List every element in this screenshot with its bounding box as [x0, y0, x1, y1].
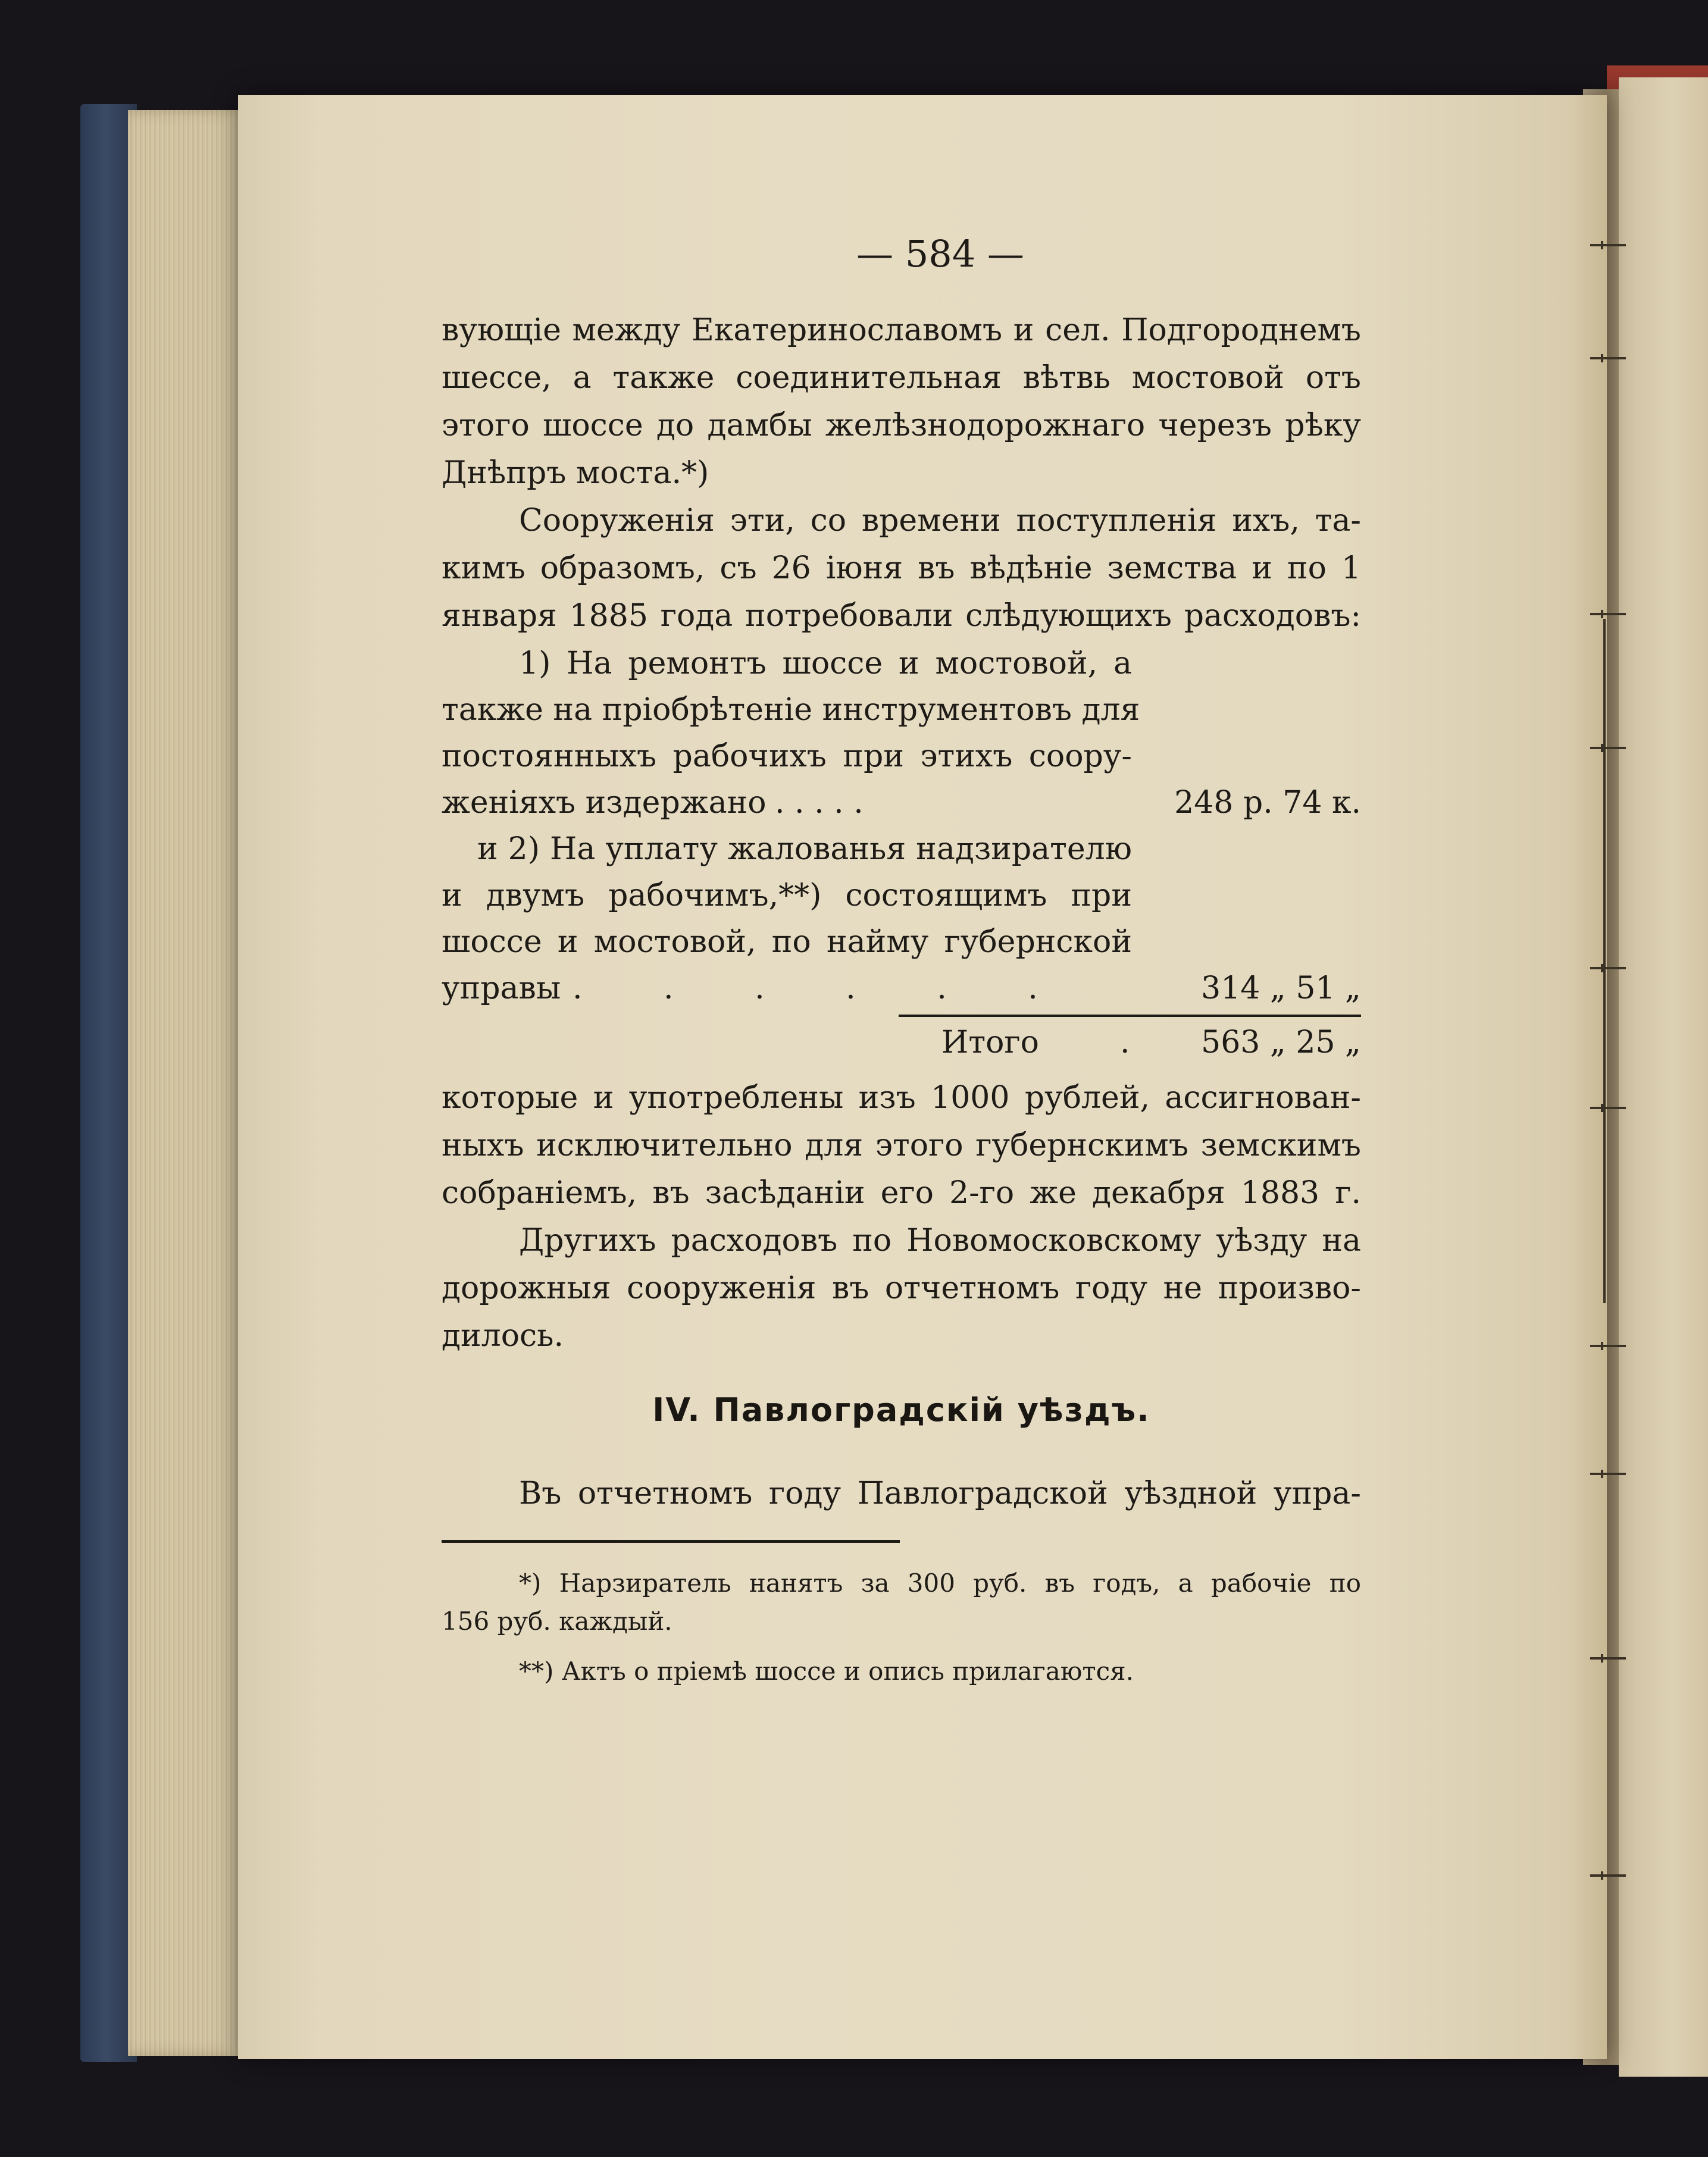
total-label: Итого [941, 1025, 1039, 1060]
ruler-tick-mark [1590, 1107, 1626, 1109]
page-edges [128, 110, 247, 2056]
expense-row-1 [442, 785, 1361, 831]
text-line: Днѣпръ моста.*) [442, 455, 709, 491]
ruler-tick-mark [1590, 357, 1626, 359]
text-line: Въ отчетномъ году Павлоградской уѣздной упра- [519, 1476, 1361, 1511]
text-line: постоянныхъ рабочихъ при этихъ соору- [442, 738, 1132, 774]
text-line: дилось. [442, 1318, 564, 1354]
footnote: **) Актъ о пріемѣ шоссе и опись прилагаются. [519, 1657, 1134, 1686]
leader-dots: . . . . . . [573, 971, 1074, 1006]
text-line: дорожныя сооруженія въ отчетномъ году не произво- [442, 1270, 1361, 1306]
ruler-tick-mark [1590, 1657, 1626, 1660]
text-line: 1) На ремонтъ шоссе и мостовой, а [519, 646, 1132, 681]
expense-row-2 [442, 971, 1361, 1017]
text-line: кимъ образомъ, съ 26 іюня въ вѣдѣніе земства и по 1 [442, 550, 1361, 586]
footnote: *) Нарзиратель нанятъ за 300 руб. въ годъ, а рабочіе по [519, 1569, 1361, 1598]
ruler-tick-mark [1590, 747, 1626, 749]
ruler-tick-mark [1590, 613, 1626, 615]
text-line: которые и употреблены изъ 1000 рублей, ассигнован- [442, 1080, 1361, 1116]
text-line: и двумъ рабочимъ,**) состоящимъ при [442, 878, 1132, 913]
text-line: собраніемъ, въ засѣданіи его 2-го же декабря 1883 г. [442, 1175, 1361, 1211]
next-page-edge [1619, 77, 1708, 2077]
text-line: и 2) На уплату жалованья надзирателю [477, 831, 1132, 867]
ruler-tick-mark [1590, 1874, 1626, 1877]
ruler-tick-mark [1590, 244, 1626, 246]
text-line: вующіе между Екатеринославомъ и сел. Подгороднемъ [442, 312, 1361, 348]
ruler-tick-mark [1590, 1473, 1626, 1475]
sum-rule [899, 1015, 1361, 1017]
text-line: шоссе и мостовой, по найму губернской [442, 924, 1132, 960]
text-line: также на пріобрѣтеніе инструментовъ для [442, 692, 1140, 728]
ruler-tick-mark [1590, 1345, 1626, 1347]
text-line: Сооруженія эти, со времени поступленія ихъ, та- [519, 503, 1361, 539]
ruler-line [1603, 619, 1606, 1303]
text-line: ныхъ исключительно для этого губернскимъ земскимъ [442, 1128, 1361, 1163]
text-line: этого шоссе до дамбы желѣзнодорожнаго черезъ рѣку [442, 408, 1361, 443]
expense-label: женіяхъ издержано [442, 785, 767, 821]
text-line: января 1885 года потребовали слѣдующихъ расходовъ: [442, 598, 1361, 634]
total-row [442, 1025, 1361, 1071]
leader-dots: . [1120, 1025, 1130, 1060]
ruler-tick-mark [1590, 967, 1626, 969]
leader-dots: . . . . . [775, 785, 864, 821]
expense-amount: 248 р. 74 к. [1174, 785, 1361, 821]
text-line: шессе, а также соединительная вѣтвь мостовой отъ [442, 360, 1361, 396]
total-amount: 563 „ 25 „ [1201, 1025, 1361, 1060]
expense-label: управы [442, 971, 561, 1006]
text-line: Другихъ расходовъ по Новомосковскому уѣзду на [519, 1223, 1361, 1258]
section-heading: IV. Павлоградскій уѣздъ. [652, 1391, 1150, 1429]
footnote-rule [442, 1540, 900, 1543]
expense-amount: 314 „ 51 „ [1201, 971, 1361, 1006]
footnote: 156 руб. каждый. [442, 1607, 672, 1636]
page-number: — 584 — [856, 232, 1024, 276]
